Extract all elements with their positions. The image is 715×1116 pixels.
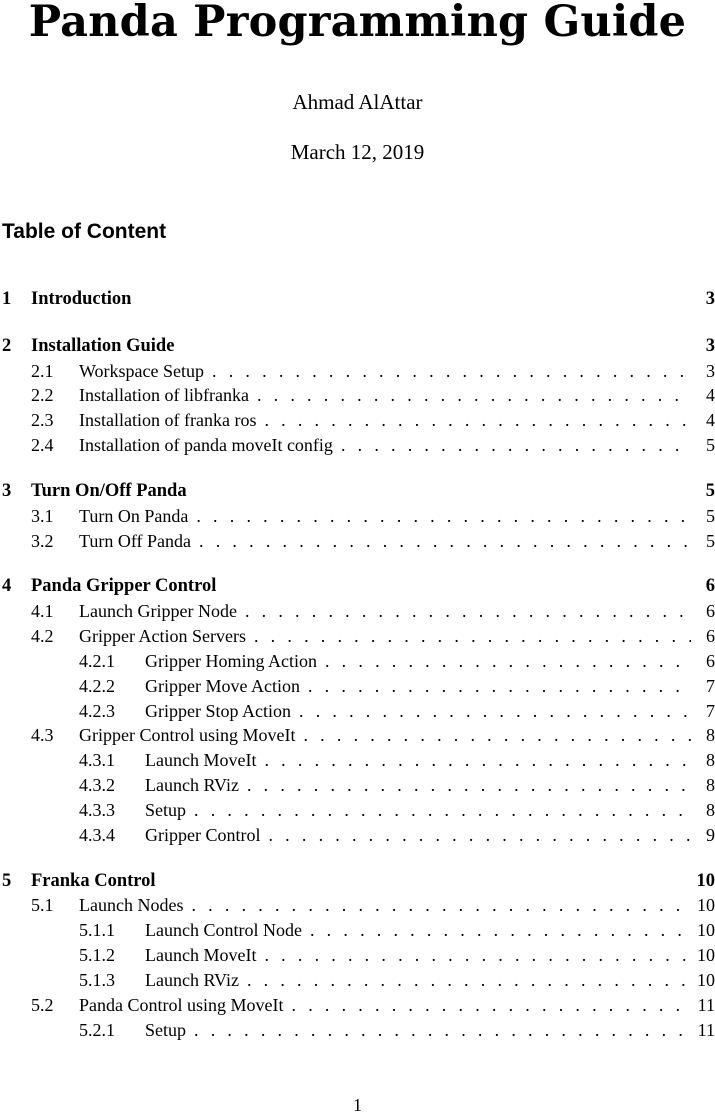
toc-entry-number: 2.3 bbox=[31, 409, 79, 431]
author: Ahmad AlAttar bbox=[0, 90, 715, 114]
toc-entry-number: 4.3 bbox=[31, 724, 79, 746]
toc-entry-4-3[interactable] bbox=[2, 724, 715, 746]
toc-entry-number: 5.1.2 bbox=[79, 944, 145, 966]
toc-entry-2-4[interactable] bbox=[2, 434, 715, 456]
toc-entry-number: 1 bbox=[2, 288, 31, 310]
toc-entry-title: Turn On/Off Panda bbox=[31, 480, 187, 502]
toc-entry-page: 5 bbox=[701, 530, 715, 552]
toc-entry-5-1[interactable] bbox=[2, 894, 715, 916]
toc-entry-title: Gripper Control bbox=[145, 824, 260, 846]
toc-entry-3-1[interactable] bbox=[2, 505, 715, 527]
toc-dot-leader bbox=[194, 799, 691, 821]
toc-entry-page: 11 bbox=[698, 1019, 715, 1041]
toc-entry-1[interactable] bbox=[2, 288, 715, 310]
toc-dot-leader bbox=[191, 894, 687, 916]
toc-dot-leader bbox=[196, 505, 691, 527]
toc-entry-5-1-1[interactable] bbox=[2, 919, 715, 941]
toc-entry-3-2[interactable] bbox=[2, 530, 715, 552]
toc-entry-number: 3 bbox=[2, 480, 31, 502]
toc-entry-page: 5 bbox=[701, 480, 715, 502]
toc-entry-title: Introduction bbox=[31, 288, 131, 310]
toc-entry-page: 4 bbox=[701, 409, 715, 431]
toc-dot-leader bbox=[194, 1019, 688, 1041]
toc-entry-number: 5.1.1 bbox=[79, 919, 145, 941]
toc-entry-title: Launch MoveIt bbox=[145, 944, 256, 966]
toc-entry-page: 8 bbox=[701, 774, 715, 796]
toc-dot-leader bbox=[254, 625, 691, 647]
toc-dot-leader bbox=[245, 600, 691, 622]
toc-entry-page: 3 bbox=[701, 335, 715, 357]
toc-dot-leader bbox=[310, 919, 687, 941]
toc-entry-number: 5.2.1 bbox=[79, 1019, 145, 1041]
toc-entry-title: Launch Control Node bbox=[145, 919, 302, 941]
toc-entry-title: Gripper Homing Action bbox=[145, 650, 317, 672]
toc-entry-4-3-1[interactable] bbox=[2, 749, 715, 771]
toc-entry-title: Setup bbox=[145, 799, 186, 821]
toc-dot-leader bbox=[268, 824, 691, 846]
toc-dot-leader bbox=[264, 944, 687, 966]
toc-entry-4[interactable] bbox=[2, 575, 715, 597]
toc-entry-2-1[interactable] bbox=[2, 360, 715, 382]
toc-entry-number: 5.1.3 bbox=[79, 969, 145, 991]
toc-entry-title: Turn Off Panda bbox=[79, 530, 191, 552]
toc-entry-number: 3.1 bbox=[31, 505, 79, 527]
toc-entry-number: 5.2 bbox=[31, 994, 79, 1016]
toc-entry-title: Installation of libfranka bbox=[79, 384, 249, 406]
toc-entry-page: 6 bbox=[701, 575, 715, 597]
toc-entry-5-2-1[interactable] bbox=[2, 1019, 715, 1041]
toc-entry-title: Installation Guide bbox=[31, 335, 174, 357]
toc-entry-page: 8 bbox=[701, 749, 715, 771]
toc-entry-page: 3 bbox=[701, 288, 715, 310]
toc-entry-title: Gripper Action Servers bbox=[79, 625, 246, 647]
toc-entry-4-2-1[interactable] bbox=[2, 650, 715, 672]
toc-entry-number: 4.2.3 bbox=[79, 700, 145, 722]
toc-entry-2[interactable] bbox=[2, 335, 715, 357]
toc-dot-leader bbox=[257, 384, 691, 406]
toc-entry-number: 4.1 bbox=[31, 600, 79, 622]
toc-entry-title: Gripper Stop Action bbox=[145, 700, 291, 722]
toc-entry-4-3-2[interactable] bbox=[2, 774, 715, 796]
toc-entry-4-2[interactable] bbox=[2, 625, 715, 647]
toc-dot-leader bbox=[212, 360, 691, 382]
toc-entry-page: 10 bbox=[697, 919, 715, 941]
toc-entry-number: 4.3.1 bbox=[79, 749, 145, 771]
toc-entry-number: 4.3.3 bbox=[79, 799, 145, 821]
toc-dot-leader bbox=[308, 675, 691, 697]
toc-entry-title: Launch Gripper Node bbox=[79, 600, 237, 622]
toc-entry-number: 3.2 bbox=[31, 530, 79, 552]
toc-entry-2-3[interactable] bbox=[2, 409, 715, 431]
toc-entry-number: 4.2.1 bbox=[79, 650, 145, 672]
toc-entry-number: 5.1 bbox=[31, 894, 79, 916]
toc-entry-page: 6 bbox=[701, 600, 715, 622]
toc-dot-leader bbox=[264, 409, 691, 431]
toc-entry-title: Setup bbox=[145, 1019, 186, 1041]
toc-entry-2-2[interactable] bbox=[2, 384, 715, 406]
toc-dot-leader bbox=[264, 749, 691, 771]
toc-entry-4-3-4[interactable] bbox=[2, 824, 715, 846]
toc-dot-leader bbox=[199, 530, 691, 552]
toc-dot-leader bbox=[292, 994, 688, 1016]
toc-entry-title: Gripper Move Action bbox=[145, 675, 300, 697]
toc-entry-title: Panda Control using MoveIt bbox=[79, 994, 284, 1016]
toc-entry-4-1[interactable] bbox=[2, 600, 715, 622]
toc-entry-4-3-3[interactable] bbox=[2, 799, 715, 821]
toc-dot-leader bbox=[303, 724, 691, 746]
toc-heading: Table of Content bbox=[2, 219, 166, 245]
toc-entry-page: 10 bbox=[697, 894, 715, 916]
toc-dot-leader bbox=[299, 700, 691, 722]
toc-entry-page: 4 bbox=[701, 384, 715, 406]
toc-entry-number: 2.2 bbox=[31, 384, 79, 406]
toc-entry-number: 4.2 bbox=[31, 625, 79, 647]
toc-entry-page: 6 bbox=[701, 650, 715, 672]
toc-entry-page: 7 bbox=[701, 675, 715, 697]
toc-entry-number: 2 bbox=[2, 335, 31, 357]
date: March 12, 2019 bbox=[0, 140, 715, 164]
toc-entry-number: 5 bbox=[2, 870, 31, 892]
toc-entry-title: Launch MoveIt bbox=[145, 749, 256, 771]
toc-entry-page: 5 bbox=[701, 505, 715, 527]
toc-entry-4-2-2[interactable] bbox=[2, 675, 715, 697]
toc-entry-5-1-2[interactable] bbox=[2, 944, 715, 966]
toc-dot-leader bbox=[341, 434, 691, 456]
toc-entry-page: 5 bbox=[701, 434, 715, 456]
toc-entry-title: Launch Nodes bbox=[79, 894, 183, 916]
toc-entry-title: Turn On Panda bbox=[79, 505, 188, 527]
toc-entry-title: Installation of franka ros bbox=[79, 409, 256, 431]
toc-entry-title: Launch RViz bbox=[145, 969, 239, 991]
toc-dot-leader bbox=[247, 969, 687, 991]
toc-entry-page: 3 bbox=[701, 360, 715, 382]
toc-entry-title: Panda Gripper Control bbox=[31, 575, 216, 597]
page-number: 1 bbox=[0, 1094, 715, 1116]
toc-entry-5-1-3[interactable] bbox=[2, 969, 715, 991]
toc-entry-5[interactable] bbox=[2, 870, 715, 892]
toc-entry-3[interactable] bbox=[2, 480, 715, 502]
toc-entry-page: 8 bbox=[701, 724, 715, 746]
toc-entry-number: 2.1 bbox=[31, 360, 79, 382]
toc-dot-leader bbox=[325, 650, 691, 672]
toc-entry-page: 7 bbox=[701, 700, 715, 722]
toc-entry-number: 4 bbox=[2, 575, 31, 597]
toc-entry-5-2[interactable] bbox=[2, 994, 715, 1016]
toc-entry-page: 10 bbox=[697, 944, 715, 966]
toc-entry-number: 4.3.2 bbox=[79, 774, 145, 796]
toc-entry-number: 4.2.2 bbox=[79, 675, 145, 697]
toc-entry-page: 11 bbox=[698, 994, 715, 1016]
toc-entry-page: 9 bbox=[701, 824, 715, 846]
toc-entry-number: 4.3.4 bbox=[79, 824, 145, 846]
document-title: Panda Programming Guide bbox=[0, 0, 715, 44]
toc-dot-leader bbox=[247, 774, 691, 796]
toc-entry-number: 2.4 bbox=[31, 434, 79, 456]
toc-entry-4-2-3[interactable] bbox=[2, 700, 715, 722]
toc-entry-title: Workspace Setup bbox=[79, 360, 204, 382]
toc-entry-page: 10 bbox=[697, 870, 715, 892]
toc-entry-page: 8 bbox=[701, 799, 715, 821]
toc-entry-title: Launch RViz bbox=[145, 774, 239, 796]
toc-entry-title: Installation of panda moveIt config bbox=[79, 434, 333, 456]
toc-entry-title: Gripper Control using MoveIt bbox=[79, 724, 295, 746]
toc-entry-title: Franka Control bbox=[31, 870, 156, 892]
toc-entry-page: 10 bbox=[697, 969, 715, 991]
toc-entry-page: 6 bbox=[701, 625, 715, 647]
